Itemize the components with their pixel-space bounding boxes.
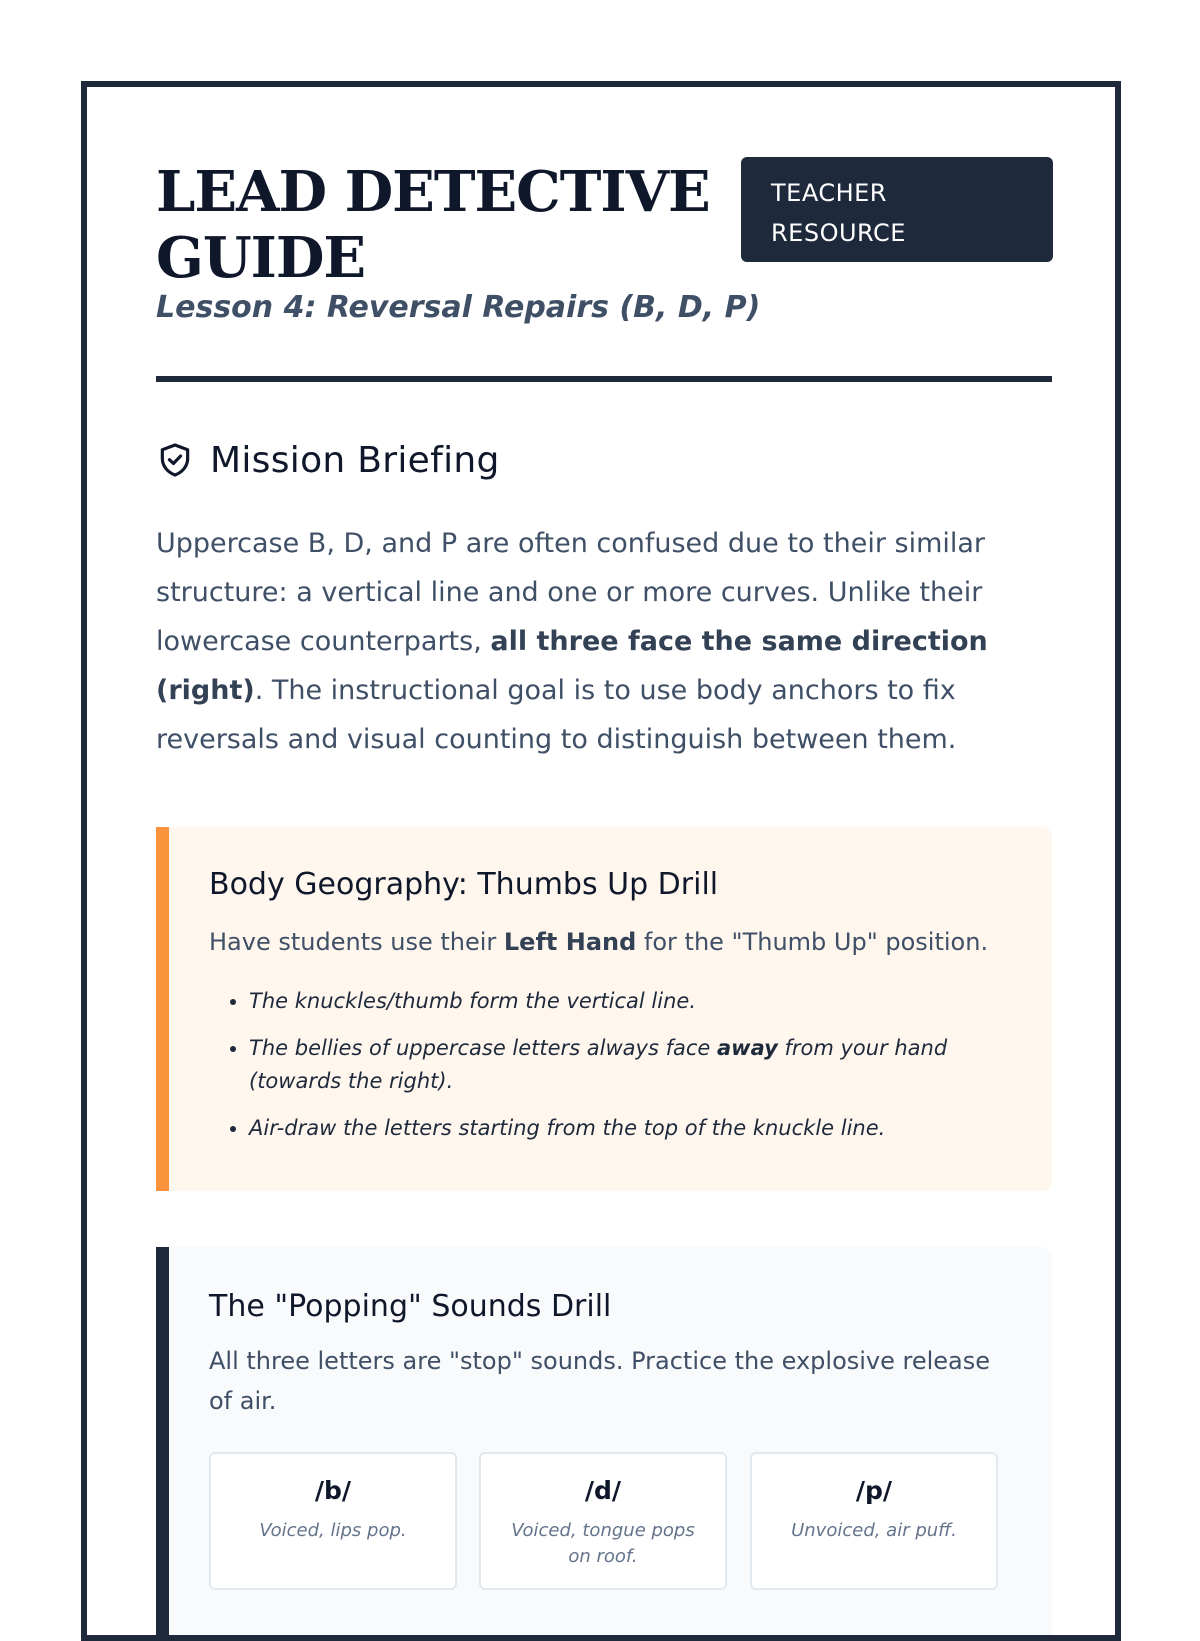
body-geography-lead: Have students use their Left Hand for the "Thumb Up" position.: [209, 928, 989, 956]
mission-briefing-text: Uppercase B, D, and P are often confused due to their similar structure: a vertical line and one or more curves. Unlike their lowercase counterparts, all three face the same direction (right). The instructional goal is to use body anchors to fix reversals and visual counting to distinguish between them.: [156, 528, 988, 755]
lesson-subtitle: Lesson 4: Reversal Repairs (B, D, P): [156, 290, 761, 325]
list-item: • The bellies of uppercase letters always face away from your hand (towards the right).: [249, 1032, 1009, 1098]
popping-sounds-lead: All three letters are "stop" sounds. Practice the explosive release of air.: [209, 1347, 991, 1415]
sound-card-d: [479, 1452, 727, 1590]
list-item: • Air-draw the letters starting from the top of the knuckle line.: [249, 1112, 1009, 1145]
sound-card-p: [750, 1452, 998, 1590]
shield-check-icon: [156, 441, 194, 479]
body-geography-callout: [156, 827, 1052, 1191]
teacher-resource-badge: TEACHER RESOURCE: [741, 157, 1053, 262]
body-geography-heading: Body Geography: Thumbs Up Drill: [209, 867, 719, 902]
sound-description: Unvoiced, air puff.: [791, 1520, 957, 1541]
page-title: LEAD DETECTIVE GUIDE: [156, 159, 710, 291]
sound-symbol: /p/: [855, 1476, 893, 1505]
mission-briefing-heading: Mission Briefing: [210, 439, 500, 481]
sound-cards: [209, 1452, 1009, 1592]
popping-sounds-callout: [156, 1247, 1052, 1641]
thumbs-up-steps: [209, 985, 1009, 1159]
sound-symbol: /b/: [314, 1476, 352, 1505]
mission-briefing-header: [156, 437, 500, 483]
sound-symbol: /d/: [584, 1476, 622, 1505]
popping-sounds-heading: The "Popping" Sounds Drill: [209, 1289, 612, 1324]
direction-emphasis: all three face the same direction (right): [156, 626, 988, 706]
list-item: • The knuckles/thumb form the vertical line.: [249, 985, 1009, 1018]
guide-page: [81, 81, 1121, 1641]
header-divider: [156, 376, 1052, 382]
sound-description: Voiced, tongue pops on roof.: [511, 1520, 695, 1567]
sound-card-b: [209, 1452, 457, 1590]
sound-description: Voiced, lips pop.: [259, 1520, 407, 1541]
